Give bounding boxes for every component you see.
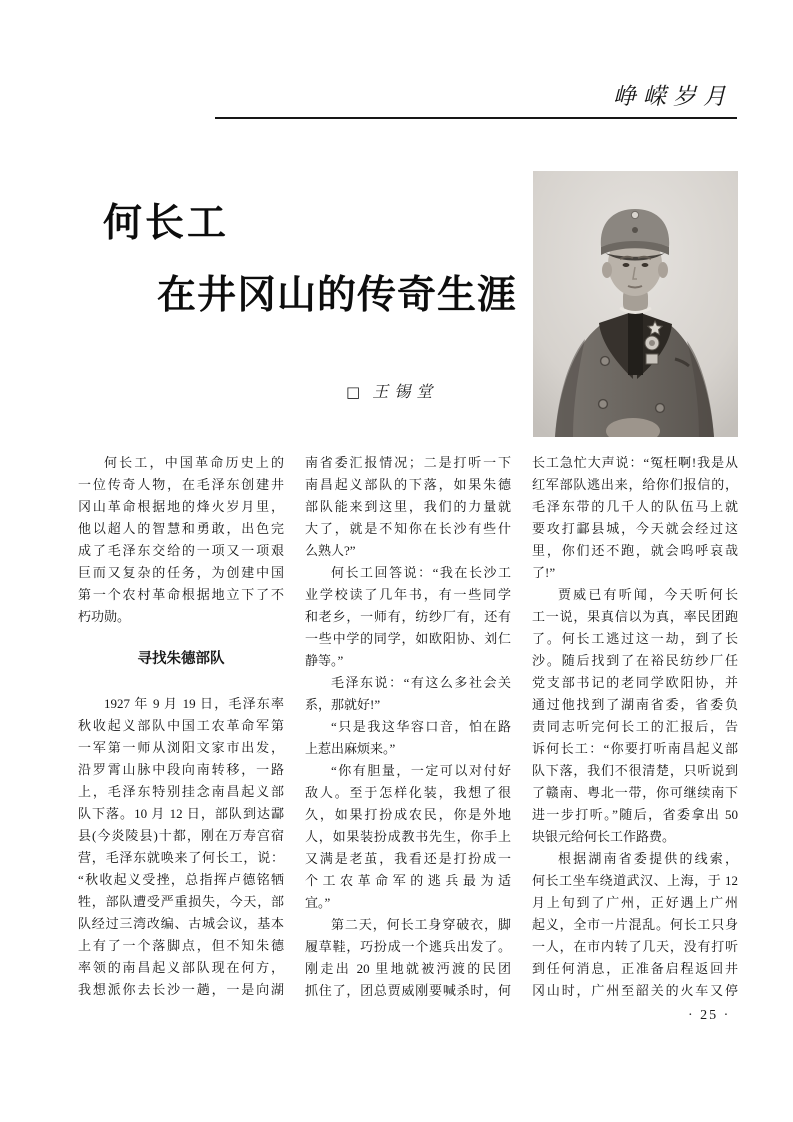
article-title-line1: 何长工 xyxy=(103,201,230,246)
text-line: 南昌起义部队的下落，如果朱德 xyxy=(305,477,511,492)
column-3 xyxy=(532,452,738,1002)
text-line: 业学校读了几年书，有一些同学 xyxy=(305,587,511,602)
text-line: 工一说，果真信以为真，率民团跑 xyxy=(532,609,738,624)
text-line: 沙。随后找到了在裕民纺纱厂任 xyxy=(532,653,738,668)
text-line: 何长工坐车绕道武汉、上海，于 12 xyxy=(532,873,738,888)
text-line: 履草鞋，巧扮成一个逃兵出发了。 xyxy=(305,939,511,954)
text-line: 进一步打听。”随后，省委拿出 50 xyxy=(532,807,738,822)
header-rule xyxy=(215,117,737,119)
text-line: 县(今炎陵县)十都，刚在万寿宫宿 xyxy=(78,828,284,843)
text-line: “只是我这华容口音，怕在路 xyxy=(331,719,511,734)
page-number: · 25 · xyxy=(688,1008,731,1023)
text-line: 他以超人的智慧和勇敢，出色完 xyxy=(78,521,284,536)
text-line: 一位传奇人物，在毛泽东创建井 xyxy=(78,477,284,492)
text-line: 要攻打酃县城，今天就会经过这 xyxy=(532,521,738,536)
text-line: 成了毛泽东交给的一项又一项艰 xyxy=(78,543,284,558)
article-title-line2: 在井冈山的传奇生涯 xyxy=(157,273,518,318)
column-2 xyxy=(305,452,511,1002)
text-line: 队下落，我们不很清楚，只听说到 xyxy=(532,763,738,778)
portrait-illustration xyxy=(533,171,738,437)
text-line: 红军部队逃出来，给你们报信的， xyxy=(532,477,738,492)
text-line: 贾威已有听闻，今天听何长 xyxy=(558,587,738,602)
author-square-marker: □ xyxy=(346,383,361,401)
text-line: 毛泽东说：“有这么多社会关 xyxy=(331,675,511,690)
text-line: 大了，就是不知你在长沙有些什 xyxy=(305,521,511,536)
text-line: 责同志听完何长工的汇报后，告 xyxy=(532,719,738,734)
text-line: 一人，在市内转了几天，没有打听 xyxy=(532,939,738,954)
text-line: 何长工，中国革命历史上的 xyxy=(104,455,284,470)
text-line: 我想派你去长沙一趟，一是向湖 xyxy=(78,982,284,997)
author-name: 王锡堂 xyxy=(372,382,439,401)
text-line: 冈山时，广州至韶关的火车又停 xyxy=(532,983,738,998)
text-line: 上有了一个落脚点，但不知朱德 xyxy=(78,938,284,953)
text-line: 根据湖南省委提供的线索， xyxy=(558,851,738,866)
text-line: 了!” xyxy=(532,565,556,580)
text-line: 上惹出麻烦来。” xyxy=(305,741,396,756)
text-line: 系，那就好!” xyxy=(305,697,381,712)
text-line: 又满是老茧，我看还是打扮成一 xyxy=(305,851,511,866)
text-line: 队下落。10 月 12 日，部队到达酃 xyxy=(78,806,284,821)
text-line: 秋收起义部队中国工农革命军第 xyxy=(78,718,284,733)
text-line: 月上旬到了广州，正好遇上广州 xyxy=(532,895,738,910)
text-line: 上，毛泽东特别挂念南昌起义部 xyxy=(78,784,284,799)
text-line: 一些中学的同学，如欧阳协、刘仁 xyxy=(305,631,511,646)
section-heading: 寻找朱德部队 xyxy=(137,651,225,667)
text-line: 长工急忙大声说：“冤枉啊!我是从 xyxy=(532,455,738,470)
text-line: “秋收起义受挫，总指挥卢德铭牺 xyxy=(78,872,284,887)
text-line: 诉何长工：“你要打听南昌起义部 xyxy=(532,741,738,756)
text-line: 抓住了，团总贾威刚要喊杀时，何 xyxy=(305,983,511,998)
text-line: 营，毛泽东就唤来了何长工，说： xyxy=(78,850,284,865)
text-line: 敌人。至于怎样化装，我想了很 xyxy=(305,785,511,800)
text-line: 通过他找到了湖南省委，省委负 xyxy=(532,697,738,712)
text-line: 率领的南昌起义部队现在何方， xyxy=(78,960,284,975)
column-1 xyxy=(78,452,284,1001)
text-line: 部队能来到这里，我们的力量就 xyxy=(305,499,511,514)
text-line: 和老乡，一师有，纺纱厂有，还有 xyxy=(305,609,511,624)
text-line: 冈山革命根据地的烽火岁月里， xyxy=(78,499,284,514)
portrait-photo xyxy=(533,171,738,437)
text-line: 1927 年 9 月 19 日，毛泽东率 xyxy=(104,696,284,711)
text-line: 久，如果打扮成农民，你是外地 xyxy=(305,807,511,822)
text-line: 静等。” xyxy=(305,653,344,668)
text-line: 牲，部队遭受严重损失，今天，部 xyxy=(78,894,284,909)
text-line: 人，如果装扮成教书先生，你手上 xyxy=(305,829,511,844)
text-line: 刚走出 20 里地就被沔渡的民团 xyxy=(305,961,511,976)
text-line: 个工农革命军的逃兵最为适 xyxy=(305,873,511,888)
text-line: 南省委汇报情况；二是打听一下 xyxy=(305,455,511,470)
author-byline xyxy=(346,379,438,402)
text-line: 沿罗霄山脉中段向南转移，一路 xyxy=(78,762,284,777)
text-line: 块银元给何长工作路费。 xyxy=(532,829,676,844)
text-line: 毛泽东带的几千人的队伍马上就 xyxy=(532,499,738,514)
text-line: “你有胆量，一定可以对付好 xyxy=(331,763,511,778)
text-line: 了赣南、粤北一带，你可继续南下 xyxy=(532,785,738,800)
text-line: 巨而又复杂的任务，为创建中国 xyxy=(78,565,284,580)
text-line: 朽功勋。 xyxy=(78,609,131,624)
text-line: 第一个农村革命根据地立下了不 xyxy=(78,587,284,602)
column-header-script: 峥嵘岁月 xyxy=(613,84,733,110)
text-line: 宜。” xyxy=(305,895,331,910)
text-line: 队经过三湾改编、古城会议，基本 xyxy=(78,916,284,931)
text-line: 何长工回答说：“我在长沙工 xyxy=(331,565,511,580)
text-line: 里，你们还不跑，就会呜呼哀哉 xyxy=(532,543,738,558)
text-line: 起义，全市一片混乱。何长工只身 xyxy=(532,917,738,932)
text-line: 了。何长工逃过这一劫，到了长 xyxy=(532,631,738,646)
text-line: 一军第一师从浏阳文家市出发， xyxy=(78,740,284,755)
text-line: 第二天，何长工身穿破衣，脚 xyxy=(331,917,511,932)
text-line: 到任何消息，正准备启程返回井 xyxy=(532,961,738,976)
text-line: 么熟人?” xyxy=(305,543,356,558)
text-line: 党支部书记的老同学欧阳协，并 xyxy=(532,675,738,690)
